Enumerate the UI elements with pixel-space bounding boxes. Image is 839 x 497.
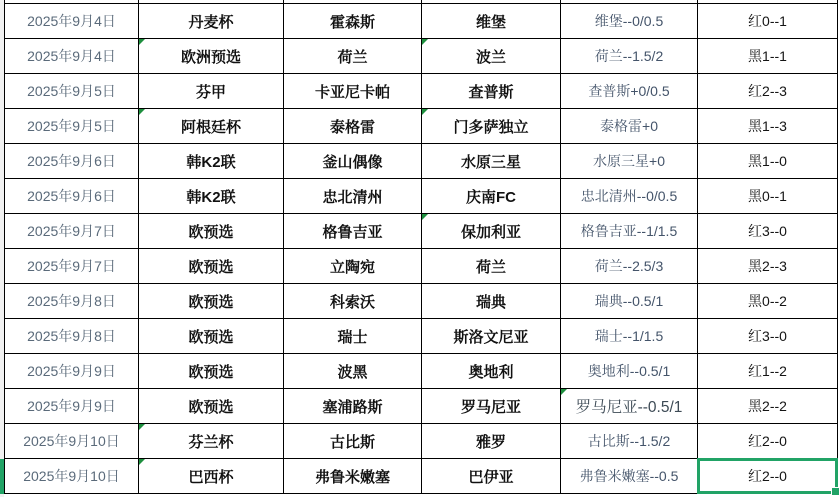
date-text: 2025年9月9日: [27, 363, 116, 379]
date-text: 2025年9月4日: [27, 48, 116, 64]
result-text: 红2--3: [748, 83, 787, 99]
result-text: 黑2--3: [748, 258, 787, 274]
handicap-cell[interactable]: [561, 39, 698, 74]
home-team-text: 泰格雷: [329, 118, 375, 136]
handicap-cell[interactable]: [561, 179, 698, 214]
away-team-cell[interactable]: [422, 109, 561, 144]
home-team-text: 塞浦路斯: [322, 398, 383, 416]
league-cell[interactable]: [139, 109, 284, 144]
date-text: 2025年9月7日: [27, 258, 116, 274]
league-text: 欧预选: [188, 293, 234, 311]
result-cell[interactable]: [698, 74, 838, 109]
result-text: 黑1--1: [748, 48, 787, 64]
table-row: [5, 109, 838, 144]
handicap-cell[interactable]: [561, 459, 698, 494]
date-cell[interactable]: [5, 424, 139, 459]
handicap-cell[interactable]: [561, 214, 698, 249]
home-team-cell[interactable]: [284, 389, 422, 424]
date-cell[interactable]: [5, 4, 139, 39]
result-text: 黑1--3: [748, 118, 787, 134]
away-team-text: 庆南FC: [466, 188, 516, 206]
away-team-cell[interactable]: [422, 249, 561, 284]
table-row: [5, 319, 838, 354]
away-team-text: 雅罗: [475, 433, 506, 451]
error-triangle-icon: [561, 389, 567, 395]
error-triangle-icon: [422, 214, 428, 220]
handicap-cell[interactable]: [561, 319, 698, 354]
home-team-text: 霍森斯: [329, 13, 375, 31]
handicap-text: 罗马尼亚--0.5/1: [575, 399, 683, 416]
date-cell[interactable]: [5, 319, 139, 354]
handicap-text: 瑞士--1/1.5: [594, 328, 664, 344]
league-cell[interactable]: [139, 284, 284, 319]
handicap-text: 查普斯+0/0.5: [588, 83, 670, 99]
handicap-text: 荷兰--1.5/2: [594, 48, 664, 64]
table-row: [5, 4, 838, 39]
away-team-cell[interactable]: [422, 4, 561, 39]
handicap-cell[interactable]: [561, 249, 698, 284]
result-cell[interactable]: [698, 249, 838, 284]
handicap-cell[interactable]: [561, 4, 698, 39]
league-cell[interactable]: [139, 459, 284, 494]
result-cell[interactable]: [698, 214, 838, 249]
table-row: [5, 179, 838, 214]
handicap-cell[interactable]: [561, 284, 698, 319]
date-text: 2025年9月6日: [27, 153, 116, 169]
date-cell[interactable]: [5, 284, 139, 319]
home-team-text: 瑞士: [337, 328, 368, 346]
home-team-text: 荷兰: [337, 48, 368, 66]
away-team-cell[interactable]: [422, 144, 561, 179]
home-team-cell[interactable]: [284, 319, 422, 354]
table-row: [5, 249, 838, 284]
date-cell[interactable]: [5, 74, 139, 109]
away-team-text: 奥地利: [468, 363, 514, 381]
date-cell[interactable]: [5, 109, 139, 144]
away-team-text: 维堡: [475, 13, 506, 31]
league-text: 欧预选: [188, 258, 234, 276]
away-team-text: 门多萨独立: [453, 118, 529, 136]
league-text: 欧预选: [188, 328, 234, 346]
home-team-text: 立陶宛: [329, 258, 375, 276]
error-triangle-icon: [422, 109, 428, 115]
result-text: 红3--0: [748, 223, 787, 239]
date-cell[interactable]: [5, 389, 139, 424]
result-text: 黑0--1: [748, 188, 787, 204]
home-team-cell[interactable]: [284, 179, 422, 214]
result-cell[interactable]: [698, 39, 838, 74]
league-text: 芬兰杯: [188, 433, 234, 451]
home-team-text: 忠北清州: [322, 188, 383, 206]
table-row: [5, 424, 838, 459]
date-text: 2025年9月5日: [27, 118, 116, 134]
league-cell[interactable]: [139, 39, 284, 74]
handicap-text: 格鲁吉亚--1/1.5: [580, 223, 678, 239]
date-cell[interactable]: [5, 179, 139, 214]
result-cell[interactable]: [698, 424, 838, 459]
table-row: [5, 39, 838, 74]
home-team-text: 古比斯: [329, 433, 375, 451]
handicap-text: 忠北清州--0/0.5: [580, 188, 678, 204]
league-text: 韩K2联: [186, 153, 236, 171]
handicap-text: 奥地利--0.5/1: [587, 363, 671, 379]
table-row: [5, 74, 838, 109]
error-triangle-icon: [139, 424, 145, 430]
handicap-text: 水原三星+0: [593, 153, 665, 169]
error-triangle-icon: [139, 109, 145, 115]
handicap-cell[interactable]: [561, 144, 698, 179]
league-text: 欧预选: [188, 363, 234, 381]
handicap-cell[interactable]: [561, 109, 698, 144]
result-cell[interactable]: [698, 389, 838, 424]
table-row: [5, 459, 838, 494]
date-text: 2025年9月6日: [27, 188, 116, 204]
result-text: 黑1--0: [748, 153, 787, 169]
league-cell[interactable]: [139, 144, 284, 179]
result-text: 红2--0: [748, 433, 787, 449]
date-text: 2025年9月10日: [23, 468, 120, 484]
league-text: 欧预选: [188, 398, 234, 416]
result-cell[interactable]: [698, 284, 838, 319]
league-text: 巴西杯: [188, 468, 234, 486]
home-team-cell[interactable]: [284, 459, 422, 494]
date-cell[interactable]: [5, 144, 139, 179]
table-row: [5, 144, 838, 179]
result-text: 红3--0: [748, 328, 787, 344]
date-text: 2025年9月4日: [27, 13, 116, 29]
handicap-cell[interactable]: [561, 424, 698, 459]
away-team-cell[interactable]: [422, 179, 561, 214]
league-cell[interactable]: [139, 179, 284, 214]
league-cell[interactable]: [139, 74, 284, 109]
home-team-text: 科索沃: [329, 293, 375, 311]
away-team-cell[interactable]: [422, 39, 561, 74]
away-team-text: 保加利亚: [460, 223, 521, 241]
home-team-cell[interactable]: [284, 109, 422, 144]
table-row: [5, 354, 838, 389]
home-team-cell[interactable]: [284, 354, 422, 389]
result-cell[interactable]: [698, 4, 838, 39]
home-team-text: 格鲁吉亚: [322, 223, 383, 241]
away-team-text: 水原三星: [460, 153, 521, 171]
date-cell[interactable]: [5, 39, 139, 74]
handicap-text: 荷兰--2.5/3: [594, 258, 664, 274]
results-table: [4, 0, 838, 494]
date-cell[interactable]: [5, 214, 139, 249]
league-cell[interactable]: [139, 424, 284, 459]
league-text: 芬甲: [195, 83, 226, 101]
away-team-text: 波兰: [475, 48, 506, 66]
away-team-text: 巴伊亚: [468, 468, 514, 486]
league-cell[interactable]: [139, 249, 284, 284]
date-text: 2025年9月8日: [27, 328, 116, 344]
date-text: 2025年9月8日: [27, 293, 116, 309]
league-text: 欧洲预选: [180, 48, 241, 66]
away-team-text: 斯洛文尼亚: [453, 328, 529, 346]
league-text: 韩K2联: [186, 188, 236, 206]
home-team-cell[interactable]: [284, 74, 422, 109]
home-team-cell[interactable]: [284, 144, 422, 179]
handicap-cell[interactable]: [561, 354, 698, 389]
fill-handle[interactable]: [831, 487, 839, 496]
away-team-text: 荷兰: [475, 258, 506, 276]
home-team-cell[interactable]: [284, 284, 422, 319]
result-cell[interactable]: [698, 354, 838, 389]
home-team-cell[interactable]: [284, 39, 422, 74]
result-text: 红2--0: [748, 468, 787, 484]
league-cell[interactable]: [139, 389, 284, 424]
home-team-text: 卡亚尼卡帕: [314, 83, 390, 101]
home-team-text: 弗鲁米嫩塞: [314, 468, 390, 486]
handicap-text: 弗鲁米嫩塞--0.5: [579, 468, 679, 484]
league-cell[interactable]: [139, 354, 284, 389]
date-text: 2025年9月10日: [23, 433, 120, 449]
league-cell[interactable]: [139, 319, 284, 354]
date-cell[interactable]: [5, 354, 139, 389]
handicap-text: 瑞典--0.5/1: [594, 293, 664, 309]
table-row: [5, 284, 838, 319]
league-text: 欧预选: [188, 223, 234, 241]
error-triangle-icon: [422, 39, 428, 45]
home-team-cell[interactable]: [284, 214, 422, 249]
result-text: 黑2--2: [748, 398, 787, 414]
date-text: 2025年9月9日: [27, 398, 116, 414]
table-row: [5, 214, 838, 249]
away-team-cell[interactable]: [422, 389, 561, 424]
home-team-cell[interactable]: [284, 4, 422, 39]
result-cell[interactable]: [698, 179, 838, 214]
result-cell[interactable]: [698, 459, 838, 494]
home-team-cell[interactable]: [284, 249, 422, 284]
home-team-cell[interactable]: [284, 424, 422, 459]
error-triangle-icon: [139, 39, 145, 45]
away-team-cell[interactable]: [422, 319, 561, 354]
away-team-cell[interactable]: [422, 284, 561, 319]
table-row: [5, 389, 838, 424]
league-text: 阿根廷杯: [180, 118, 241, 136]
away-team-cell[interactable]: [422, 214, 561, 249]
result-cell[interactable]: [698, 144, 838, 179]
away-team-cell[interactable]: [422, 74, 561, 109]
handicap-text: 古比斯--1.5/2: [587, 433, 671, 449]
result-cell[interactable]: [698, 319, 838, 354]
away-team-cell[interactable]: [422, 354, 561, 389]
handicap-cell[interactable]: [561, 389, 698, 424]
away-team-text: 查普斯: [468, 83, 514, 101]
away-team-text: 瑞典: [475, 293, 506, 311]
date-text: 2025年9月7日: [27, 223, 116, 239]
date-cell[interactable]: [5, 249, 139, 284]
result-text: 红0--1: [748, 13, 787, 29]
home-team-text: 釜山偶像: [322, 153, 383, 171]
away-team-cell[interactable]: [422, 424, 561, 459]
date-cell[interactable]: [5, 459, 139, 494]
handicap-text: 泰格雷+0: [600, 118, 658, 134]
league-cell[interactable]: [139, 4, 284, 39]
error-triangle-icon: [139, 459, 145, 465]
league-text: 丹麦杯: [188, 13, 234, 31]
away-team-cell[interactable]: [422, 459, 561, 494]
handicap-cell[interactable]: [561, 74, 698, 109]
result-cell[interactable]: [698, 109, 838, 144]
league-cell[interactable]: [139, 214, 284, 249]
result-text: 黑0--2: [748, 293, 787, 309]
date-text: 2025年9月5日: [27, 83, 116, 99]
away-team-text: 罗马尼亚: [460, 398, 521, 416]
home-team-text: 波黑: [337, 363, 368, 381]
result-text: 红1--2: [748, 363, 787, 379]
handicap-text: 维堡--0/0.5: [594, 13, 664, 29]
